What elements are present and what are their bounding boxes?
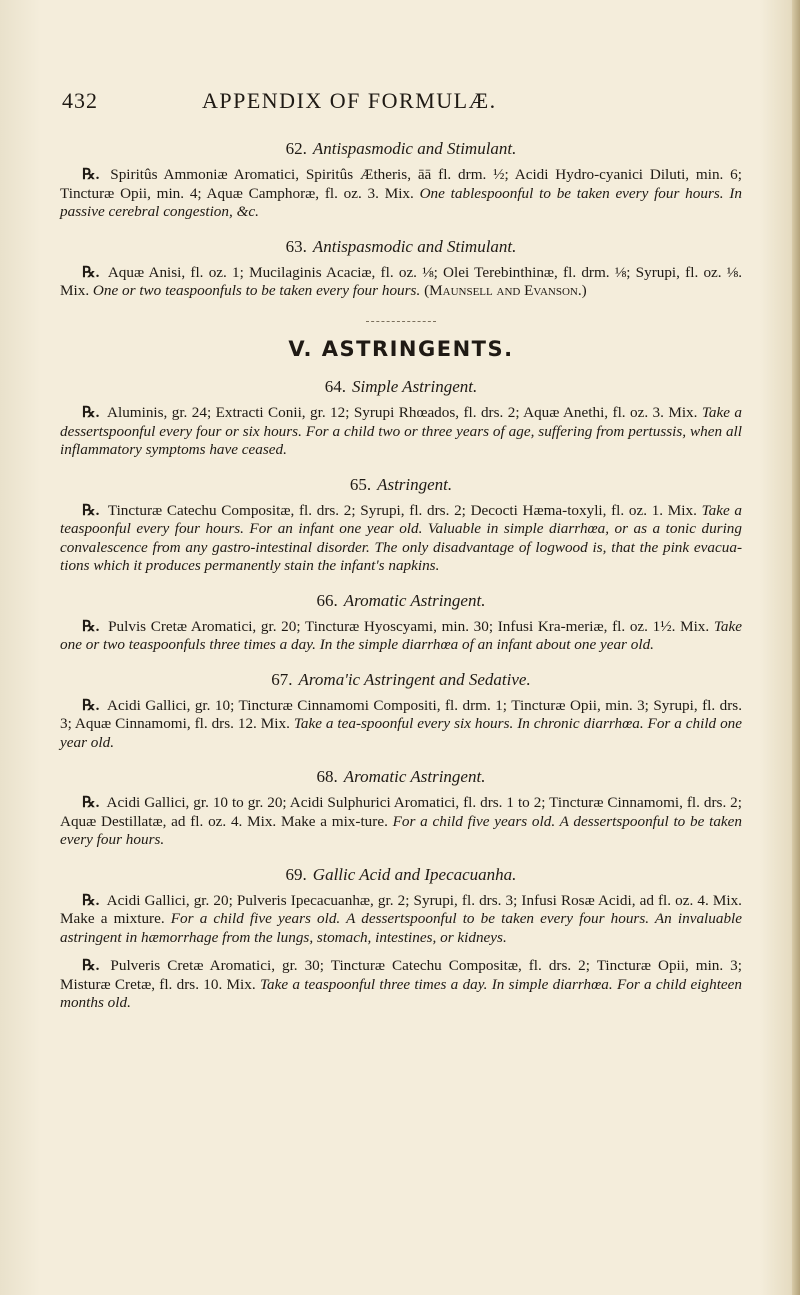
recipe-directions: Take a tea-spoonful every six hours. In chronic diarrhœa. For a child one year old. <box>60 715 743 751</box>
recipe-number: 67. <box>271 669 293 689</box>
recipe-symbol: ℞. <box>82 617 100 635</box>
recipe-67 <box>60 669 742 753</box>
recipe-directions: Take a teaspoonful every four hours. For an infant one year old. Valuable in simple diarrhœa, or as a tonic during convalescence from any gastro-intestinal disorder. The only disadvantage of logwood is, that the pink evacua-tions which it produces permanently stain the infant's napkins. <box>60 501 742 574</box>
recipe-name: Aromatic Astringent. <box>343 767 486 786</box>
recipe-symbol: ℞. <box>82 957 100 974</box>
recipe-number: 69. <box>285 864 307 884</box>
recipe-number: 68. <box>316 767 338 786</box>
recipe-directions: One or two teaspoonfuls to be taken every four hours. <box>92 282 421 299</box>
recipe-title <box>60 138 742 160</box>
recipe-title <box>60 669 742 691</box>
recipe-62 <box>60 138 742 222</box>
recipe-name: Aromatic Astringent. <box>343 590 486 610</box>
recipe-symbol: ℞. <box>82 166 100 183</box>
running-title: APPENDIX OF FORMULÆ. <box>202 88 497 113</box>
recipe-title <box>60 590 742 612</box>
section-divider <box>366 321 436 322</box>
recipe-body <box>60 892 742 948</box>
recipe-ingredients: Acidi Gallici, gr. 10 to gr. 20; Acidi Sulphurici Aromatici, fl. drs. 1 to 2; Tincturæ Cinnamomi, fl. drs. 2; Aquæ Destillatæ, ad fl. oz. 4. Mix. Make a mix-ture. <box>60 794 742 830</box>
section-title: V. ASTRINGENTS. <box>288 336 514 361</box>
recipe-ingredients: Acidi Gallici, gr. 10; Tincturæ Cinnamomi Compositi, fl. drm. 1; Tincturæ Opii, min. 3; Syrupi, fl. drs. 3; Aquæ Cinnamomi, fl. drs. 12. Mix. <box>60 696 742 732</box>
recipe-directions: For a child five years old. A dessertspoonful to be taken every four hours. <box>60 812 742 848</box>
recipe-credit: (Maunsell and Evanson.) <box>424 282 587 299</box>
recipe-number: 62. <box>285 139 307 158</box>
recipe-directions: Take one or two teaspoonfuls three times a day. In the simple diarrhœa of an infant about one year old. <box>60 617 742 653</box>
recipe-69 <box>60 864 742 1013</box>
recipe-ingredients: Aquæ Anisi, fl. oz. 1; Mucilaginis Acaciæ, fl. oz. ⅛; Olei Terebinthinæ, fl. drm. ⅛; Syrupi, fl. oz. ⅛. Mix. <box>60 263 742 299</box>
page-number: 432 <box>62 88 98 113</box>
recipe-body <box>60 166 742 222</box>
recipe-directions: Take a dessertspoonful every four or six hours. For a child two or three years of age, suffering from pertussis, when all inflammatory symptoms have ceased. <box>60 404 743 458</box>
recipe-body <box>60 794 742 850</box>
page-edge <box>792 0 800 1295</box>
recipe-ingredients: Tincturæ Catechu Compositæ, fl. drs. 2; Syrupi, fl. drs. 2; Decocti Hæma-toxyli, fl. oz. 1. Mix. <box>107 501 697 519</box>
recipe-directions: For a child five years old. A dessertspoonful to be taken every four hours. An invaluable astringent in hæmorrhage from the lungs, stomach, intestines, or kidneys. <box>60 910 743 946</box>
recipe-body <box>60 264 742 301</box>
recipe-64 <box>60 376 742 460</box>
recipe-ingredients: Pulvis Cretæ Aromatici, gr. 20; Tincturæ Hyoscyami, min. 30; Infusi Kra-meriæ, fl. oz. 1½. Mix. <box>108 617 710 635</box>
recipe-number: 63. <box>285 236 307 256</box>
recipe-name: Antispasmodic and Stimulant. <box>312 139 517 158</box>
recipe-body <box>60 618 742 655</box>
recipe-number: 64. <box>324 377 346 396</box>
recipe-symbol: ℞. <box>82 501 100 519</box>
page-content <box>60 138 742 1013</box>
recipe-title <box>60 474 742 496</box>
recipe-title <box>60 766 742 788</box>
recipe-body <box>60 404 742 460</box>
recipe-ingredients: Pulveris Cretæ Aromatici, gr. 30; Tincturæ Catechu Compositæ, fl. drs. 2; Tincturæ Opii, min. 3; Misturæ Cretæ, fl. drs. 10. Mix. <box>60 957 743 993</box>
recipe-name: Simple Astringent. <box>351 377 478 396</box>
recipe-ingredients: Acidi Gallici, gr. 20; Pulveris Ipecacuanhæ, gr. 2; Syrupi, fl. drs. 3; Infusi Rosæ Acidi, ad fl. oz. 4. Mix. Make a mixture. <box>60 891 742 927</box>
recipe-symbol: ℞. <box>82 404 100 421</box>
recipe-directions: One tablespoonful to be taken every four hours. In passive cerebral congestion, &c. <box>60 184 742 220</box>
recipe-name: Gallic Acid and Ipecacuanha. <box>312 864 517 884</box>
recipe-symbol: ℞. <box>82 696 100 714</box>
recipe-ingredients: Spiritûs Ammoniæ Aromatici, Spiritûs Ætheris, āā fl. drm. ½; Acidi Hydro-cyanici Diluti, min. 6; Tincturæ Opii, min. 4; Aquæ Camphoræ, fl. oz. 3. Mix. <box>60 166 742 202</box>
recipe-body-alternate <box>60 957 742 1013</box>
page-header <box>62 88 742 118</box>
recipe-title <box>60 864 742 886</box>
recipe-number: 66. <box>316 590 338 610</box>
recipe-name: Antispasmodic and Stimulant. <box>312 236 517 256</box>
recipe-symbol: ℞. <box>82 794 100 811</box>
recipe-symbol: ℞. <box>82 891 100 909</box>
recipe-name: Aroma'ic Astringent and Sedative. <box>298 669 531 689</box>
recipe-number: 65. <box>349 474 372 494</box>
recipe-symbol: ℞. <box>82 263 100 281</box>
recipe-ingredients: Aluminis, gr. 24; Extracti Conii, gr. 12; Syrupi Rhœados, fl. drs. 2; Aquæ Anethi, fl. oz. 3. Mix. <box>107 404 698 421</box>
recipe-68 <box>60 766 742 850</box>
recipe-body <box>60 697 742 753</box>
recipe-63 <box>60 236 742 301</box>
recipe-directions: Take a teaspoonful three times a day. In simple diarrhœa. For a child eighteen months old. <box>60 975 742 1011</box>
recipe-body <box>60 502 742 576</box>
recipe-title <box>60 376 742 398</box>
recipe-title <box>60 236 742 258</box>
recipe-65 <box>60 474 742 576</box>
recipe-name: Astringent. <box>377 474 453 494</box>
recipe-66 <box>60 590 742 655</box>
